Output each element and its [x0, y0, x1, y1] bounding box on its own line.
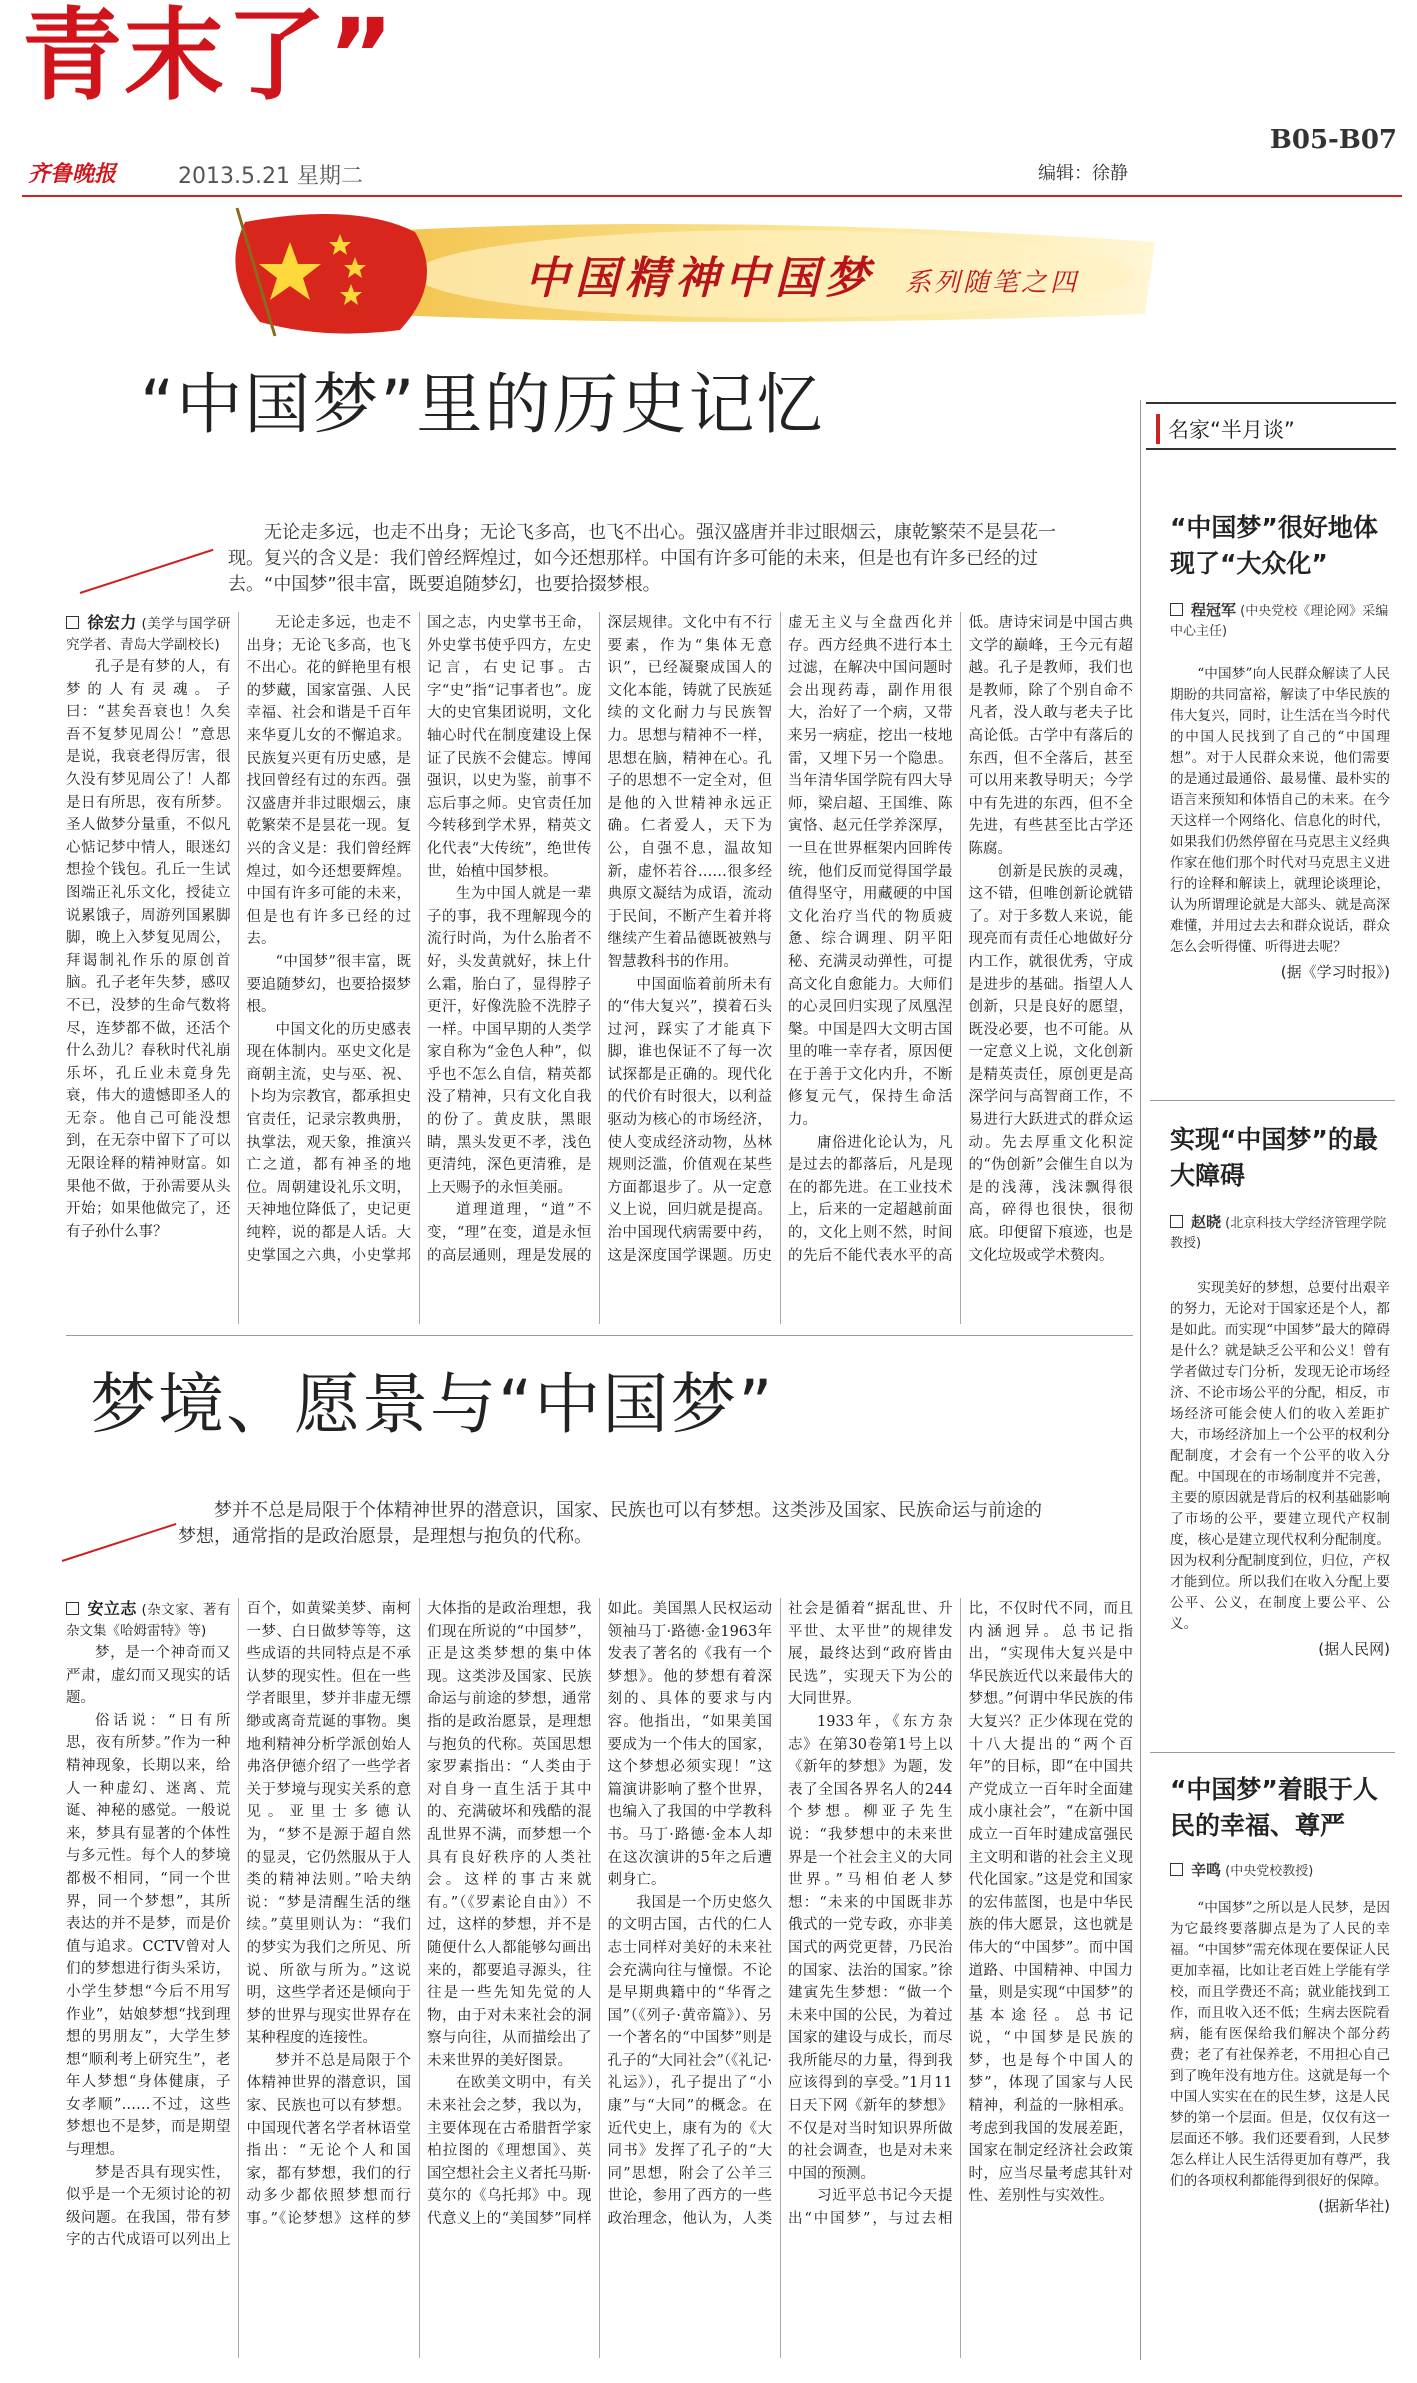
article1-body	[66, 612, 1133, 1324]
issue-date: 2013.5.21 星期二	[178, 164, 363, 189]
series-banner	[215, 202, 1175, 340]
paragraph: “中国梦”很丰富，既要追随梦幻，也要拾掇梦根。	[246, 953, 411, 1016]
sidebar-item-source: (据《学习时报》)	[1280, 963, 1390, 981]
article2-author: 安立志	[87, 1599, 137, 1618]
article2-headline: 梦境、愿景与“中国梦”	[90, 1366, 775, 1443]
article1-headline: “中国梦”里的历史记忆	[140, 366, 825, 443]
paragraph: 梦，是一个神奇而又严肃，虚幻而又现实的话题。	[66, 1645, 231, 1707]
sidebar-item-byline	[1170, 1212, 1395, 1254]
article2-lead: 梦并不总是局限于个体精神世界的潜意识，国家、民族也可以有梦想。这类涉及国家、民族命运与前途的梦想，通常指的是政治愿景，是理想与抱负的代称。	[178, 1500, 1042, 1547]
square-bullet-icon	[66, 1602, 79, 1615]
banner-title: 中国精神中国梦	[525, 253, 875, 304]
paragraph: 道理道理，“道”不变，“理”在变，道是永恒的高层通则，理是发展的深层规律。文化中有不行要素，作为“集体无意识”，已经凝聚成国人的文化本能，铸就了民族延续的文化耐力与民族智力。思想与精神不一样，思想在脑，精神在心。孔子的思想不一定全对，但是他的入世精神永远正确。仁者爱人，天下为公，自强不息，温故知新，虚怀若谷……很多经典原文凝结为成语，流动于民间，不断产生着并将继续产生着品德既被熟与智慧教科书的作用。	[427, 615, 772, 1264]
lead-quote-mark	[62, 1523, 177, 1562]
sidebar-item-author-title: (中央党校教授)	[1225, 1864, 1314, 1879]
sidebar-item-byline	[1170, 600, 1395, 642]
paragraph: “中国梦”之所以是人民梦，是因为它最终要落脚点是为了人民的幸福。“中国梦”需充体现在要保证人民更加幸福，比如让老百姓上学能有学校，而且学费还不高；就业能找到工作，而且收入还不低；生病去医院看病，能有医保给我们解决个部分药费；老了有社保养老，不用担心自己到了晚年没有地方住。这就是每一个中国人实实在在的民生梦，这是人民梦的第一个层面。但是，仅仅有这一层面还不够。我们还要看到，人民梦怎么样让人民生活得更加有尊严，我们的各项权利都能得到很好的保障。	[1170, 1900, 1390, 2189]
banner-subtitle: 系列随笔之四	[905, 268, 1080, 298]
paragraph: 庸俗进化论认为，凡是过去的都落后，凡是现在的都先进。在工业技术上，后来的一定超越前面的，文化上则不然，时间的先后不能代表水平的高低。唐诗宋词是中国古典文学的巅峰，王今元有超越。孔子是教师，我们也是教师，除了个别自命不凡者，没人敢与老夫子比高论低。古学中有落后的东西，但不全落后，甚至可以用来教导明天；今学中有先进的东西，但不全先进，有些甚至比古学还陈腐。	[788, 615, 1133, 1264]
square-bullet-icon	[1170, 1215, 1183, 1228]
sidebar-divider	[1140, 400, 1141, 2360]
square-bullet-icon	[1170, 603, 1183, 616]
lead-quote-mark	[80, 549, 214, 594]
sidebar-item-byline	[1170, 1860, 1395, 1882]
china-flag-icon	[235, 208, 427, 336]
paragraph: 中国文化的历史感表现在体制内。巫史文化是商朝主流，史与巫、祝、卜均为宗教官，都承担史官责任，记录宗教典册，执掌法，观天象，推演兴亡之道，都有神圣的地位。周朝建设礼乐文明，天神地位降低了，史记更纯粹，说的都是人话。大史掌国之六典，小史掌邦国之志，内史掌书王命，外史掌书使乎四方，左史记言，右史记事。古字“史”指“记事者也”。庞大的史官集团说明，文化轴心时代在制度建设上保证了民族不会健忘。博闻强识，以史为鉴，前事不忘后事之师。史官责任加今转移到学术界，精英文化代表“大传统”，绝世传世，始植中国梦根。	[246, 615, 592, 1264]
paragraph: 实现美好的梦想，总要付出艰辛的努力，无论对于国家还是个人，都是如此。而实现“中国梦”最大的障碍是什么？就是缺乏公平和公义！曾有学者做过专门分析，发现无论市场经济、不论市场公平的分配，相反，市场经济可能会使人们的收入差距扩大，市场经济加上一个公平的权利分配制度，才会有一个公平的收入分配。中国现在的市场制度并不完善，主要的原因就是背后的权利基础影响了市场的公平，要建立现代产权制度，核心是建立现代权利分配制度。因为权利分配制度到位，归位，产权才能到位。所以我们在收入分配上要公平、公义，在制度上要公平、公义。	[1170, 1280, 1390, 1632]
page-code: B05-B07	[1269, 125, 1397, 155]
paragraph: 孔子是有梦的人，有梦的人有灵魂。子曰：“甚矣吾衰也！久矣吾不复梦见周公！”意思是说，我衰老得厉害，很久没有梦见周公了！人都是日有所思，夜有所梦。圣人做梦分量重，不似凡心惦记梦中情人，眼迷幻想捡个钱包。孔丘一生试图端正礼乐文化，授徒立说累饿子，周游列国累脚脚，晚上入梦复见周公，拜谒制礼作乐的原创首脑。孔子老年失梦，感叹不已，没梦的生命气数将尽，连梦都不做，还活个什么劲儿？春秋时代礼崩乐坏，孔丘业未竟身先衰，伟大的遗憾即圣人的无奈。他自己可能没想到，在无奈中留下了可以无限诠释的精神财富。如果他不做，于孙需要从头开始；如果他做完了，还有子孙什么事？	[66, 659, 231, 1240]
paragraph: 在欧美文明中，有关未来社会之梦，我以为，主要体现在古希腊哲学家柏拉图的《理想国》、英国空想社会主义者托马斯·莫尔的《乌托邦》中。现代意义上的“美国梦”同样如此。美国黑人民权运动领袖马丁·路德·金1963年发表了著名的《我有一个梦想》。他的梦想有着深刻的、具体的要求与内容。他指出，“如果美国要成为一个伟大的国家，这个梦想必须实现！”这篇演讲影响了整个世界，也编入了我国的中学教科书。马丁·路德·金本人却在这次演讲的5年之后遭刺身亡。	[427, 1601, 772, 2228]
sidebar-item-divider	[1150, 1752, 1395, 1753]
paragraph: 创新是民族的灵魂，这不错，但唯创新论就错了。对于多数人来说，能现亮而有责任心地做好分内工作，就很优秀，守成是进步的基础。指望人人创新，只是良好的愿望，既没必要，也不可能。从一定意义上说，文化创新是精英责任，原创更是高深学问与高智商工作，不易进行大跃进式的群众运动。先去厚重文化积淀的“伪创新”会催生自以为是的浅薄，浅沫飘得很高，碎得也很快，很彻底。印便留下痕迹，也是文化垃圾或学术赘肉。	[968, 863, 1133, 1264]
sidebar-item-title: 实现“中国梦”的最大障碍	[1170, 1125, 1378, 1190]
article2-byline	[66, 1598, 231, 1642]
editor-credit: 编辑：徐静	[1038, 163, 1128, 184]
paragraph: 梦是否具有现实性，似乎是一个无须讨论的初级问题。在我国，带有梦字的古代成语可以列出上百个，如黄粱美梦、南柯一梦、白日做梦等等，这些成语的共同特点是不承认梦的现实性。但在一些学者眼里，梦并非虚无缥缈或离奇荒诞的事物。奥地利精神分析学派创始人弗洛伊德介绍了一些学者关于梦境与现实关系的意见。亚里士多德认为，“梦不是源于超自然的显灵，它仍然服从于人类的精神法则。”哈夫纳说：“梦是清醒生活的继续。”莫里则认为：“我们的梦实为我们之所见、所说、所欲与所为。”这说明，这些学者还是倾向于梦的世界与现实世界存在某种程度的连接性。	[66, 1601, 411, 2249]
paragraph: 中国面临着前所未有的“伟大复兴”，摸着石头过河，踩实了才能真下脚，谁也保证不了每一次试探都是正确的。现代化的代价有时很大，以利益驱动为核心的市场经济，使人变成经济动物，丛林规则泛滥，价值观在某些方面都退步了。从一定意义上说，回归就是提高。治中国现代病需要中药，这是深度国学课题。历史虚无主义与全盘西化并存。西方经典不进行本土过滤，在解决中国问题时会出现药毒，副作用很大，治好了一个病，又带来另一病症，挖出一枝地雷，又埋下另一个隐患。当年清华国学院有四大导师，梁启超、王国维、陈寅恪、赵元任学养深厚，一旦在世界框架内回眸传统，他们反而觉得国学最值得坚守，用藏硬的中国文化治疗当代的物质疲惫、综合调理、阴平阳秘、充满灵动弹性，可提高文化自愈能力。大师们的心灵回归实现了凤凰涅槃。中国是四大文明古国里的唯一幸存者，原因便在于善于文化内升，不断修复元气，保持生命活力。	[607, 615, 953, 1264]
sidebar-item-title: “中国梦”着眼于人民的幸福、尊严	[1170, 1775, 1378, 1840]
paragraph: “中国梦”向人民群众解读了人民期盼的共同富裕，解读了中华民族的伟大复兴，同时，让生活在当今时代的中国人民找到了自己的“中国理想”。对于人民群众来说，他们需要的是通过最通俗、最易懂、最朴实的语言来预知和体悟自己的未来。在今天这样一个网络化、信息化的时代，如果我们仍然停留在马克思主义经典作家在他们那个时代对马克思主义进行的诠释和解读上，就理论谈理论，认为所谓理论就是大部头、就是高深难懂，并用过去去和群众说话，群众怎么会听得懂、听得进去呢？	[1170, 666, 1390, 955]
sidebar-item-source: (据人民网)	[1318, 1640, 1390, 1658]
sidebar-item-body	[1170, 1898, 1390, 2217]
sidebar-item-source: (据新华社)	[1318, 2197, 1390, 2215]
sidebar-item-author: 赵晓	[1191, 1213, 1222, 1231]
sidebar-tab-label: 名家“半月谈”	[1156, 414, 1303, 444]
sidebar-item-title: “中国梦”很好地体现了“大众化”	[1170, 513, 1378, 578]
page-title: 青末了”	[22, 0, 396, 114]
paragraph: 俗话说：“日有所思，夜有所梦。”作为一种精神现象，长期以来，给人一种虚幻、迷离、荒诞、神秘的感觉。一般说来，梦具有显著的个体性与多元性。每个人的梦境都极不相同，“同一个世界，同一个梦想”，其所表达的并不是梦，而是价值与追求。CCTV曾对人们的梦想进行街头采访，小学生梦想“今后不用写作业”，姑娘梦想“找到理想的男朋友”，大学生梦想“顺利考上研究生”，老年人梦想“身体健康，子女孝顺”……不过，这些梦想也不是梦，而是期望与理想。	[66, 1712, 231, 2159]
sidebar-item-body	[1170, 1278, 1390, 1660]
sidebar-item-author-title: (中央党校《理论网》采编中心主任)	[1170, 604, 1389, 639]
sidebar-item-author: 辛鸣	[1191, 1861, 1222, 1879]
section-divider	[66, 1335, 1133, 1336]
sidebar-tab	[1146, 402, 1396, 450]
paragraph: 1933年，《东方杂志》在第30卷第1号上以《新年的梦想》为题，发表了全国各界名人的244个梦想。柳亚子先生说：“我梦想中的未来世界是一个社会主义的大同世界。”马相伯老人梦想：“未来的中国既非苏俄式的一党专政，亦非美国式的两党更替，乃民治的国家、法治的国家。”徐建寅先生梦想：“做一个未来中国的公民，为着过国家的建设与成长，而尽我所能尽的力量，得到我应该得到的享受。”1月11日天下网《新年的梦想》不仅是对当时知识界所做的社会调查，也是对未来中国的预测。	[788, 1713, 953, 2182]
square-bullet-icon	[1170, 1863, 1183, 1876]
paragraph: 梦并不总是局限于个体精神世界的潜意识，国家、民族也可以有梦想。中国现代著名学者林语堂指出：“无论个人和国家，都有梦想，我们的行动多少都依照梦想而行事。”《论梦想》这样的梦大体指的是政治理想，我们现在所说的“中国梦”，正是这类梦想的集中体现。这类涉及国家、民族命运与前途的梦想，通常指的是政治愿景，是理想与抱负的代称。英国思想家罗素指出：“人类由于对自身一直生活于其中的、充满破坏和残酷的混乱世界不满，而梦想一个具有良好秩序的人类社会。这样的事古来就有。”（《罗素论自由》）不过，这样的梦想，并不是随便什么人都能够勾画出来的，都要追寻源头，往往是一些先知先觉的人物，由于对未来社会的洞察与向往，从而描绘出了未来世界的美好图景。	[246, 1601, 592, 2228]
article1-author: 徐宏力	[87, 613, 137, 632]
article1-author-title: (美学与国学研究学者、青岛大学副校长)	[66, 616, 231, 653]
header-rule	[22, 195, 1402, 197]
article1-lead: 无论走多远，也走不出身；无论飞多高，也飞不出心。强汉盛唐并非过眼烟云，康乾繁荣不是昙花一现。复兴的含义是：我们曾经辉煌过，如今还想那样。中国有许多可能的未来，但是也有许多已经的过去。“中国梦”很丰富，既要追随梦幻，也要拾掇梦根。	[228, 522, 1056, 595]
newspaper-brand: 齐鲁晚报	[28, 162, 117, 187]
dateline	[28, 157, 1393, 193]
sidebar-item-body	[1170, 664, 1390, 983]
square-bullet-icon	[66, 616, 79, 629]
sidebar-item-author: 程冠军	[1191, 601, 1237, 619]
article2-author-title: (杂文家、著有杂文集《哈姆雷特》等)	[66, 1602, 231, 1639]
paragraph: 生为中国人就是一辈子的事，我不理解现今的流行时尚，为什么胎者不好，头发黄就好，抹上什么霜，胎白了，显得脖子更汗，好像洗脸不洗脖子一样。中国早期的人类学家自称为“金色人种”，似乎也不怎么自信，精英都没了精神，只有文化自我的份了。黄皮肤，黑眼睛，黑头发更不孝，浅色更清纯，深色更清雅，是上天赐予的永恒美丽。	[427, 886, 592, 1196]
article2-body	[66, 1598, 1133, 2358]
paragraph: 无论走多远，也走不出身；无论飞多高，也飞不出心。花的鲜艳里有根的梦藏，国家富强、人民幸福、社会和谐是千百年来华夏儿女的不懈追求。民族复兴更有历史感，是找回曾经有过的东西。强汉盛唐并非过眼烟云，康乾繁荣不是昙花一现。复兴的含义是：我们曾经辉煌过，如今还想要辉煌。中国有许多可能的未来，但是也有许多已经的过去。	[246, 615, 411, 948]
paragraph: 我国是一个历史悠久的文明古国，古代的仁人志士同样对美好的未来社会充满向往与憧憬。不论是早期典籍中的“华胥之国”（《列子·黄帝篇》）、另一个著名的“中国梦”则是孔子的“大同社会”（《礼记·礼运》），孔子提出了“小康”与“大同”的概念。在近代史上，康有为的《大同书》发挥了孔子的“大同”思想，附会了公羊三世论，参用了西方的一些政治理念，他认为，人类社会是循着“据乱世、升平世、太平世”的规律发展，最终达到“政府皆由民选”，实现天下为公的大同世界。	[607, 1601, 953, 2228]
paragraph: 习近平总书记今天提出“中国梦”，与过去相比，不仅时代不同，而且内涵迥异。总书记指出，“实现伟大复兴是中华民族近代以来最伟大的梦想。”何谓中华民族的伟大复兴？正少体现在党的十八大提出的“两个百年”的目标，即“在中国共产党成立一百年时全面建成小康社会”，“在新中国成立一百年时建成富强民主文明和谐的社会主义现代化国家。”这是党和国家的宏伟蓝图，也是中华民族的伟大愿景，这也就是伟大的“中国梦”。而中国道路、中国精神、中国力量，则是实现“中国梦”的基本途径。总书记说，“中国梦是民族的梦，也是每个中国人的梦”，体现了国家与人民精神，利益的一脉相承。考虑到我国的发展差距，国家在制定经济社会政策时，应当尽量考虑其针对性、差别性与实效性。	[788, 1601, 1133, 2228]
article1-byline	[66, 612, 231, 656]
sidebar-item-author-title: (北京科技大学经济管理学院教授)	[1170, 1216, 1387, 1251]
sidebar-item-divider	[1150, 1100, 1395, 1101]
